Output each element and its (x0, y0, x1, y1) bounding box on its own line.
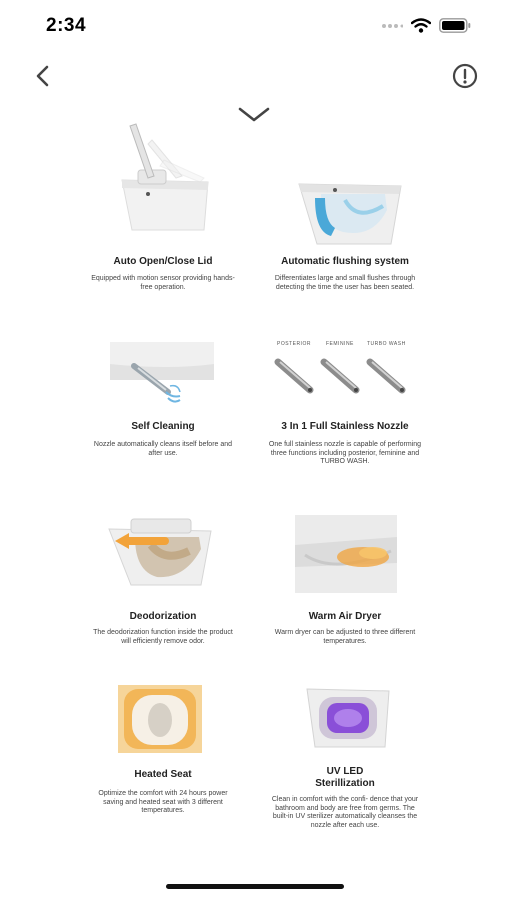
feature-warm-air-dryer (250, 515, 440, 665)
feature-description: Clean in comfort with the confi- dence that your bathroom and body are free from germs. The built-in UV sterilizer automatically cleanses the nozzle after each use. (271, 796, 419, 829)
feature-auto-lid (68, 120, 258, 310)
flush-toilet-image (295, 176, 405, 246)
feature-title: UV LED Sterillization (315, 766, 375, 789)
feature-heated-seat (68, 685, 258, 835)
feature-title: Automatic flushing system (281, 256, 409, 267)
feature-title: Self Cleaning (131, 421, 195, 432)
feature-title: 3 In 1 Full Stainless Nozzle (281, 421, 409, 432)
feature-nozzle (250, 340, 440, 490)
back-button[interactable] (28, 60, 60, 92)
alert-circle-icon (449, 60, 481, 92)
nozzles-image (274, 354, 414, 398)
feature-title: Warm Air Dryer (308, 611, 382, 622)
info-button[interactable] (449, 60, 481, 92)
feature-description: Optimize the comfort with 24 hours power saving and heated seat with 3 different temperatures. (98, 790, 228, 814)
chevron-left-icon (28, 60, 60, 92)
feature-description: Equipped with motion sensor providing hands-free operation. (91, 275, 235, 291)
feature-title: Heated Seat (134, 769, 192, 780)
warm-air-dryer-image (295, 515, 397, 593)
feature-description: Nozzle automatically cleans itself before and after use. (93, 441, 233, 457)
status-bar (0, 0, 507, 50)
nozzle-label-feminine: FEMININE (326, 341, 354, 347)
deodorization-image (105, 515, 221, 587)
status-icons (381, 18, 471, 33)
home-indicator[interactable] (166, 884, 344, 889)
status-time: 2:34 (46, 15, 87, 36)
feature-auto-flush (250, 120, 440, 310)
nozzle-label-posterior: POSTERIOR (277, 341, 311, 347)
battery-icon (439, 18, 471, 33)
lid-toilet-image (108, 120, 228, 240)
feature-uv-led (250, 685, 440, 845)
uv-led-image (305, 685, 391, 749)
heated-seat-image (118, 685, 202, 753)
feature-title: Deodorization (129, 611, 197, 622)
nav-bar (0, 56, 507, 96)
feature-description: Differentiates large and small flushes through detecting the time the user has been seated. (274, 275, 416, 291)
feature-description: Warm dryer can be adjusted to three different temperatures. (274, 629, 416, 645)
feature-deodorization (68, 515, 258, 665)
self-cleaning-image (108, 340, 218, 415)
feature-title: Auto Open/Close Lid (113, 256, 213, 267)
nozzle-label-turbo-wash: TURBO WASH (367, 341, 406, 347)
feature-description: The deodorization function inside the product will efficiently remove odor. (93, 629, 233, 645)
signal-icon (381, 22, 403, 30)
feature-description: One full stainless nozzle is capable of performing three functions including posterior, feminine and TURBO WASH. (268, 441, 422, 465)
wifi-icon (411, 18, 431, 33)
feature-self-cleaning (68, 340, 258, 490)
